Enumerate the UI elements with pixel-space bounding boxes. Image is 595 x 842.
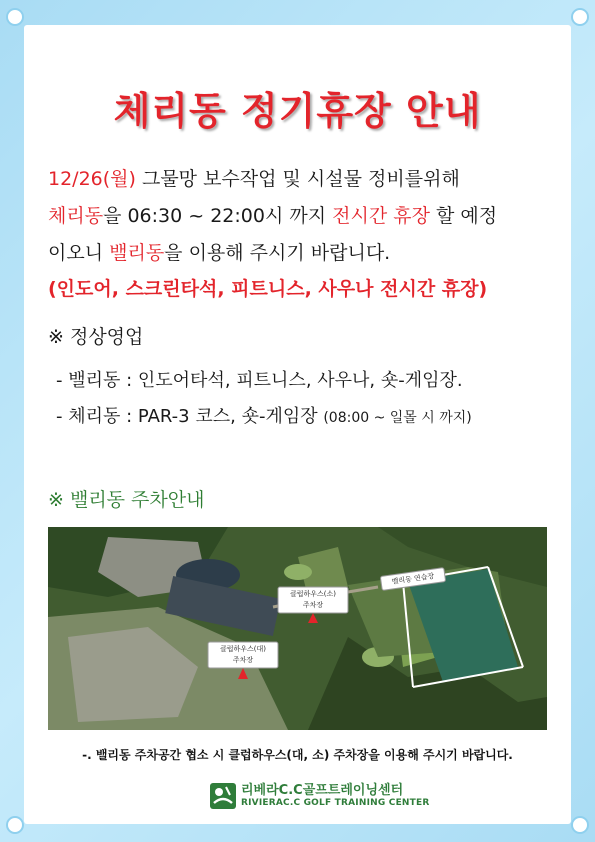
- range-label: 밸리동 연습장: [391, 572, 435, 586]
- footer-logo: [210, 781, 429, 811]
- frame-corner-ornament: [571, 8, 589, 26]
- notice-text: 이오니: [48, 242, 110, 264]
- notice-line-2: [48, 201, 497, 228]
- notice-text: 을 06:30 ~ 22:00시 까지: [103, 205, 333, 227]
- notice-place-valley: 밸리동: [109, 242, 165, 264]
- notice-text: 할 예정: [429, 205, 498, 227]
- footer-logo-korean: 리베라C.C골프트레이닝센터: [241, 783, 404, 798]
- parking-label-small: [278, 589, 348, 611]
- parking-label-large-line1: 클럽하우스(대): [219, 645, 267, 653]
- notice-text: 을 이용해 주시기 바랍니다.: [164, 242, 391, 264]
- frame-corner-ornament: [6, 816, 24, 834]
- normal-ops-cherry-hours: (08:00 ~ 일몰 시 까지): [323, 410, 472, 426]
- normal-ops-cherry: [56, 402, 472, 428]
- parking-label-small-line1: 클럽하우스(소): [289, 590, 337, 598]
- normal-ops-cherry-text: - 체리동 : PAR-3 코스, 숏-게임장: [56, 406, 324, 427]
- frame-corner-ornament: [6, 8, 24, 26]
- notice-closed: 전시간 휴장: [332, 205, 430, 227]
- aerial-map-illustration: [48, 527, 547, 730]
- parking-heading: ※ 밸리동 주차안내: [48, 489, 205, 511]
- parking-label-small-line2: 주차장: [302, 601, 324, 609]
- parking-caption: -. 밸리동 주차공간 협소 시 클럽하우스(대, 소) 주차장을 이용해 주시기 바랍니다.: [82, 748, 513, 762]
- notice-date: 12/26(월): [48, 168, 136, 190]
- parking-map: [48, 527, 547, 730]
- notice-line-1: [48, 164, 460, 191]
- parking-label-large: [208, 644, 278, 666]
- notice-closed-facilities: (인도어, 스크린타석, 피트니스, 사우나 전시간 휴장): [48, 278, 488, 300]
- footer-logo-english: RIVIERAC.C GOLF TRAINING CENTER: [241, 798, 430, 808]
- notice-text: 그물망 보수작업 및 시설물 정비를위해: [135, 168, 460, 190]
- notice-place-cherry: 체리동: [48, 205, 104, 227]
- parking-label-large-line2: 주차장: [232, 656, 254, 664]
- notice-title: 체리동 정기휴장 안내: [113, 89, 482, 133]
- normal-ops-valley: - 밸리동 : 인도어타석, 피트니스, 사우나, 숏-게임장.: [56, 370, 463, 391]
- golf-logo-icon: [210, 783, 236, 809]
- normal-ops-heading: ※ 정상영업: [48, 326, 144, 348]
- frame-corner-ornament: [571, 816, 589, 834]
- notice-line-3: [48, 238, 390, 265]
